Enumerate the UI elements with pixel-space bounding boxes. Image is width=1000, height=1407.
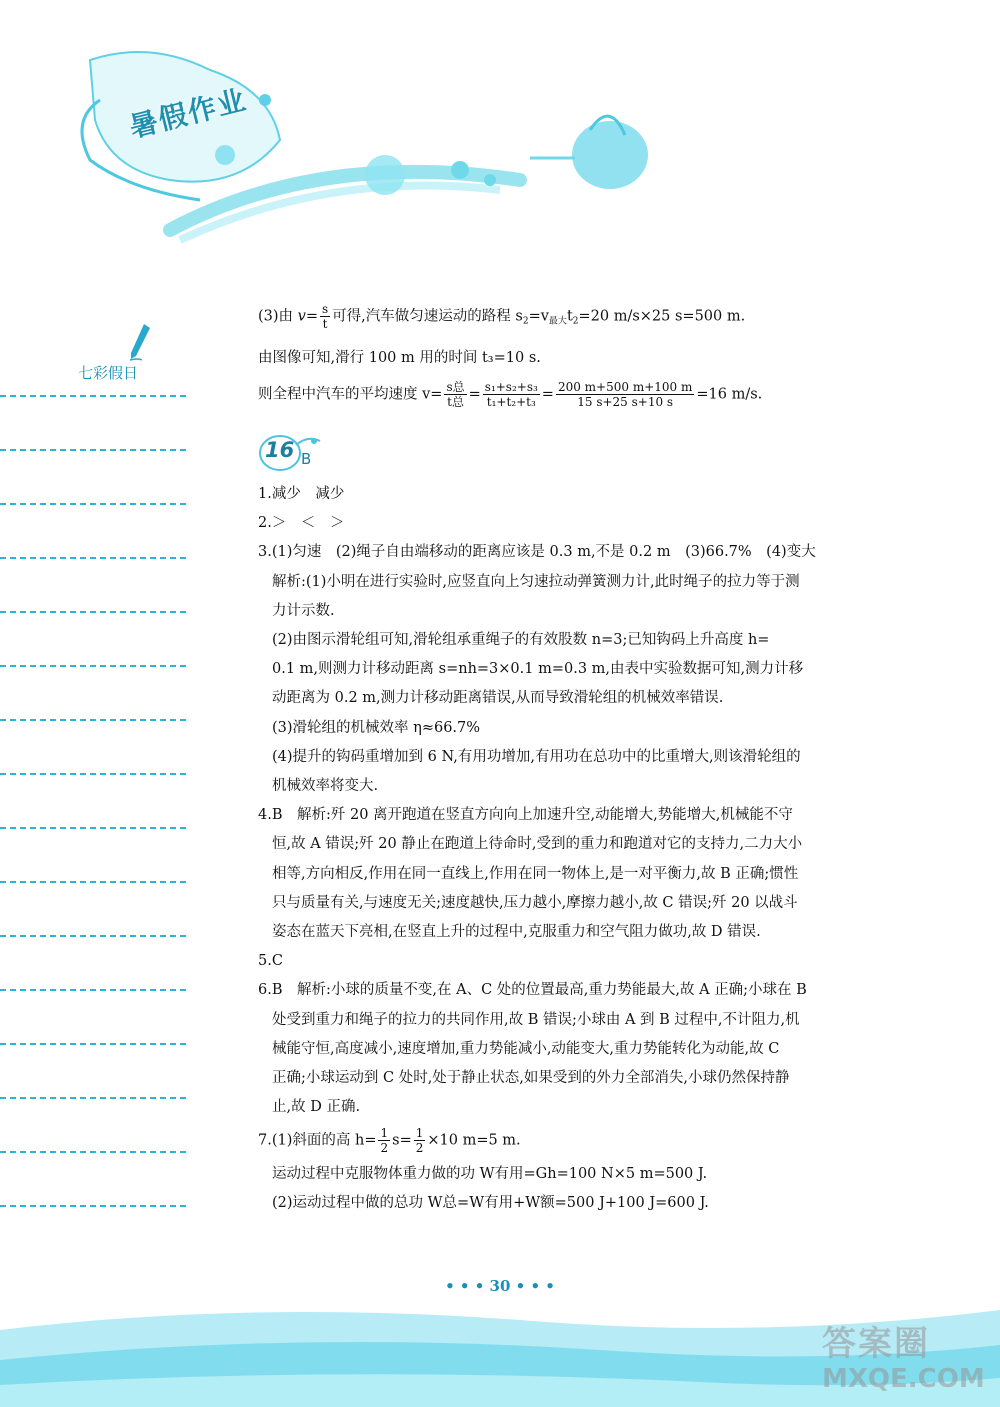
answer-5: 5.C xyxy=(258,953,283,970)
note-line xyxy=(0,935,186,938)
solution-line: (3)由 v= $\frac{s}{t}$ 可得,汽车做匀速运动的路程 $s_2=v_{最大}t_2=20$ m/s×25 s=500 m. xyxy=(258,302,746,331)
answer-4: 4.B 解析:歼 20 离开跑道在竖直方向向上加速升空,动能增大,势能增大,机械能不守 xyxy=(258,807,793,824)
fraction: $\frac{200 m+500 m+100 m}{15 s+25 s+10 s}$ xyxy=(557,379,693,409)
fraction: $\frac{s}{t}$ xyxy=(322,302,329,331)
note-line xyxy=(0,719,186,722)
watermark-logo: 答案圈 xyxy=(822,1324,930,1364)
answer-line: 止,故 D 正确. xyxy=(272,1099,361,1116)
answer-2: 2.＞ ＜ ＞ xyxy=(258,515,345,532)
note-line xyxy=(0,827,186,830)
note-line xyxy=(0,611,186,614)
answer-list xyxy=(258,480,883,1219)
pen-icon xyxy=(126,322,152,362)
answer-3: 3.(1)匀速 (2)绳子自由端移动的距离应该是 0.3 m,不是 0.2 m (3)66.7% (4)变大 xyxy=(258,544,816,561)
answer-line: 姿态在蓝天下亮相,在竖直上升的过程中,克服重力和空气阻力做功,故 D 错误. xyxy=(272,924,761,941)
answer-line: 恒,故 A 错误;歼 20 静止在跑道上待命时,受到的重力和跑道对它的支持力,二力大小 xyxy=(272,836,803,853)
section-number: 16 xyxy=(265,438,295,462)
note-line xyxy=(0,773,186,776)
answer-line: 正确;小球运动到 C 处时,处于静止状态,如果受到的外力全部消失,小球仍然保持静 xyxy=(272,1070,790,1087)
note-line xyxy=(0,557,186,560)
note-line xyxy=(0,1097,186,1100)
note-line xyxy=(0,1151,186,1154)
note-line xyxy=(0,881,186,884)
solution-line: 则全程中汽车的平均速度 v= s总 t总 = $\frac{\text{s₁+s₂+s₃}}{\text{t₁+t₂+t₃}}$ = $\frac{200 m+500 m+100 m}{15 s+25 s+10 s}$ =16 m/s. xyxy=(258,379,763,409)
answer-line: 运动过程中克服物体重力做的功 W有用=Gh=100 N×5 m=500 J. xyxy=(272,1166,708,1183)
answer-line: (2)运动过程中做的总功 W总=W有用+W额=500 J+100 J=600 J. xyxy=(272,1195,709,1212)
page-number: • • • 30 • • • xyxy=(445,1277,555,1295)
answer-line: (4)提升的钩码重增加到 6 N,有用功增加,有用功在总功中的比重增大,则该滑轮组的 xyxy=(272,748,801,765)
header-title: 暑假作业 xyxy=(126,82,251,144)
answer-line: 只与质量有关,与速度无关;速度越快,压力越小,摩擦力越小,故 C 错误;歼 20 以战斗 xyxy=(272,894,798,911)
watermark-url: MXQE.COM xyxy=(822,1364,985,1394)
fraction: $\frac{1}{2}$ xyxy=(415,1126,424,1156)
answer-line: 解析:(1)小明在进行实验时,应竖直向上匀速拉动弹簧测力计,此时绳子的拉力等于测 xyxy=(272,573,800,590)
note-line xyxy=(0,395,186,398)
continued-solution xyxy=(258,300,873,409)
fraction: $\frac{1}{2}$ xyxy=(380,1126,389,1156)
note-line xyxy=(0,665,186,668)
note-line xyxy=(0,1043,186,1046)
fraction: s总 t总 xyxy=(446,379,465,409)
answer-line: (2)由图示滑轮组可知,滑轮组承重绳子的有效股数 n=3;已知钩码上升高度 h= xyxy=(272,632,770,649)
sidebar-label: 七彩假日 xyxy=(78,364,139,382)
answer-line: (3)滑轮组的机械效率 η≈66.7% xyxy=(272,719,481,736)
answer-line: 械能守恒,高度减小,速度增加,重力势能减小,动能变大,重力势能转化为动能,故 C xyxy=(272,1040,780,1057)
note-line xyxy=(0,503,186,506)
answer-line: 相等,方向相反,作用在同一直线上,作用在同一物体上,是一对平衡力,故 B 正确;惯性 xyxy=(272,865,799,882)
answer-line: 动距离为 0.2 m,测力计移动距离错误,从而导致滑轮组的机械效率错误. xyxy=(272,690,724,707)
answer-1: 1.减少 减少 xyxy=(258,486,345,502)
answer-line: 力计示数. xyxy=(272,602,335,619)
note-lines xyxy=(0,395,190,1259)
note-line xyxy=(0,1205,186,1208)
answer-7: 7.(1)斜面的高 h= $\frac{1}{2}$ s= $\frac{1}{2}$ ×10 m=5 m. xyxy=(258,1126,521,1156)
solution-line: 由图像可知,滑行 100 m 用的时间 t₃=10 s. xyxy=(258,349,541,366)
answer-line: 处受到重力和绳子的拉力的共同作用,故 B 错误;小球由 A 到 B 过程中,不计阻力,机 xyxy=(272,1011,800,1028)
note-line xyxy=(0,989,186,992)
answer-line: 0.1 m,则测力计移动距离 s=nh=3×0.1 m=0.3 m,由表中实验数据可知,测力计移 xyxy=(272,661,804,678)
section-letter: B xyxy=(301,450,312,468)
fraction: $\frac{\text{s₁+s₂+s₃}}{\text{t₁+t₂+t₃}}$ xyxy=(484,379,538,409)
note-line xyxy=(0,449,186,452)
answer-6: 6.B 解析:小球的质量不变,在 A、C 处的位置最高,重力势能最大,故 A 正确;小球在 B xyxy=(258,982,807,999)
answer-line: 机械效率将变大. xyxy=(272,778,379,795)
